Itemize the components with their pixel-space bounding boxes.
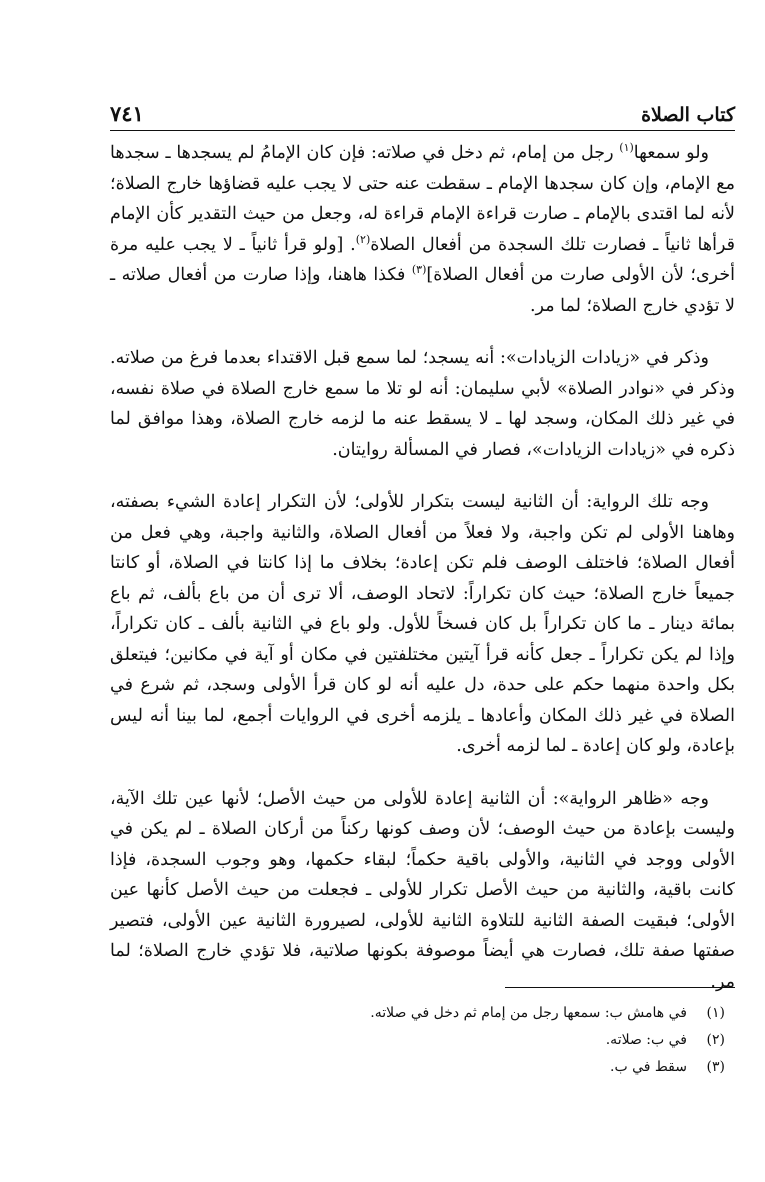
running-header [110,96,735,126]
paragraph-2: وذكر في «زيادات الزيادات»: أنه يسجد؛ لما سمع قبل الاقتداء بعدما فرغ من صلاته. وذكر في «نوادر الصلاة» لأبي سليمان: أنه لو تلا ما سمع خارج الصلاة في صلاة نفسه، في غير ذلك المكان، وسجد لها ـ لا يسقط عنه ما لزمه خارج الصلاة، وهذا موافق لما ذكره في «زيادات الزيادات»، فصار في المسألة روايتان. [110,348,735,460]
paragraph-1-part-b: رجل من إمام، ثم دخل في صلاته: فإن كان الإمامُ لم يسجدها ـ سجدها مع الإمام، وإن كان سجدها الإمام ـ سقطت عنه حتى لا يجب عليه قضاؤها خارج الصلاة؛ لأنه لما اقتدى بالإمام ـ صارت قراءة الإمام قراءة له، وجعل من حيث التقدير كأن الإمام قرأها ثانياً ـ فصارت تلك السجدة من أفعال الصلاة [110,143,735,255]
footnote-ref-3: (٣) [411,263,427,277]
paragraph-1-part-a: ولو سمعها [633,143,709,163]
footnote-3 [110,1054,735,1081]
footnote-3-mark: (٣) [706,1059,725,1075]
footnote-2 [110,1027,735,1054]
footnote-ref-2: (٢) [355,232,371,246]
paragraph-3: وجه تلك الرواية: أن الثانية ليست بتكرار للأولى؛ لأن التكرار إعادة الشيء بصفته، وهاهنا الأولى لم تكن واجبة، ولا فعلاً من أفعال الصلاة، والثانية واجبة، وهي فعل من أفعال الصلاة؛ فاختلف الوصف فلم تكن إعادة؛ بخلاف ما إذا كانتا في الصلاة، أو كانتا جميعاً خارج الصلاة؛ حيث كان تكراراً: لاتحاد الوصف، ألا ترى أن من باع بألف، ثم باع بمائة دينار ـ ما كان تكراراً بل كان فسخاً للأول. ولو باع في الثانية بألف ـ كان تكراراً، وإذا لم يكن تكراراً ـ جعل كأنه قرأ آيتين مختلفتين في مكان أو آية في مكانين؛ فيتعلق بكل واحدة منهما حكم على حدة، دل عليه أنه لو كان قرأ الأولى وسجد، ثم شرع في الصلاة في غير ذلك المكان وأعادها ـ يلزمه أخرى في الروايات أجمع، لما بينا أنه ليس بإعادة، ولو كان إعادة ـ لما لزمه أخرى. [110,492,735,756]
chapter-title: كتاب الصلاة [641,104,735,126]
footnote-rule [505,987,735,988]
footnote-1-text: في هامش ب: سمعها رجل من إمام ثم دخل في صلاته. [370,1005,687,1021]
paragraph-1-part-c: . [ولو قرأ ثانياً ـ لا يجب عليه مرة أخرى؛ لأن الأولى صارت من أفعال الصلاة] [110,234,736,285]
footnote-3-text: سقط في ب. [610,1059,687,1075]
footnote-1 [110,1000,735,1027]
main-text [110,138,735,997]
footnote-1-mark: (١) [706,1005,725,1021]
paragraph-1 [110,138,735,321]
footnote-2-text: في ب: صلاته. [605,1032,687,1048]
footnote-2-mark: (٢) [706,1032,725,1048]
footnotes [110,1000,735,1081]
page-number: ٧٤١ [110,101,144,126]
header-rule [110,130,735,131]
paragraph-1-part-d: فكذا هاهنا، وإذا صارت من أفعال صلاته ـ لا تؤدي خارج الصلاة؛ لما مر. [110,265,735,316]
paragraph-4: وجه «ظاهر الرواية»: أن الثانية إعادة للأولى من حيث الأصل؛ لأنها عين تلك الآية، وليست بإعادة من حيث الوصف؛ لأن وصف كونها ركناً من أركان الصلاة ـ لم يكن في الأولى ووجد في الثانية، والأولى باقية حكماً؛ لبقاء حكمها، وهو وجوب السجدة، فإذا كانت باقية، والثانية من حيث الأصل تكرار للأولى ـ فجعلت من حيث الأصل كأنها عين الأولى؛ فبقيت الصفة الثانية للتلاوة الثانية للأولى، لصيرورة الثانية عين الأولى، فتصير صفتها صفة تلك، فصارت هي أيضاً موصوفة بكونها صلاتية، فلا تؤدي خارج الصلاة؛ لما مر. [110,788,735,992]
footnote-ref-1: (١) [619,141,634,155]
